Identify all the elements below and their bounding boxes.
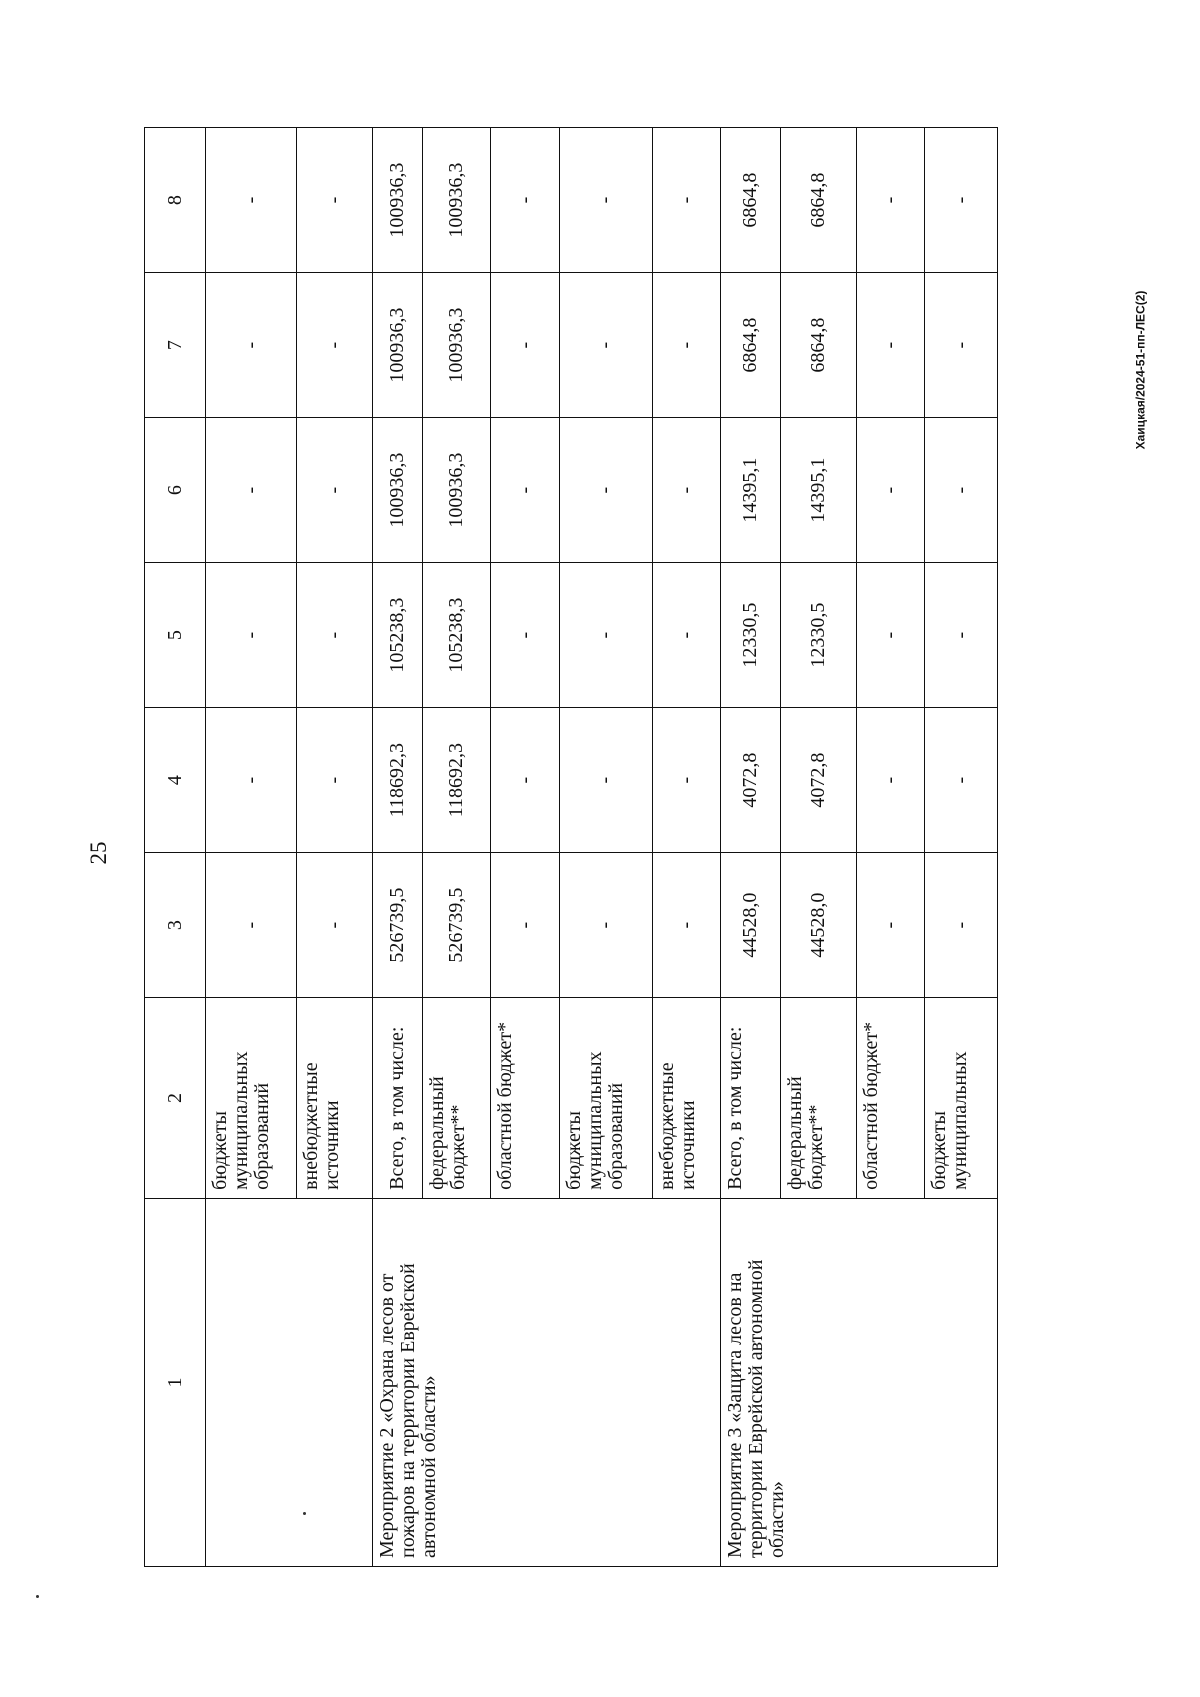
value-cell: - [925,418,998,563]
value-cell: - [856,418,924,563]
value-cell: 14395,1 [720,418,780,563]
value-cell: - [491,273,559,418]
value-cell: 6864,8 [781,273,857,418]
column-header: 4 [145,708,206,853]
value-cell: 14395,1 [781,418,857,563]
column-header: 6 [145,418,206,563]
value-cell: 118692,3 [372,708,422,853]
value-cell: - [652,128,720,273]
value-cell: - [652,418,720,563]
event-cell: Мероприятие 3 «Защита лесов на территории Еврейской автономной области» [720,1198,997,1566]
value-cell: - [297,853,373,998]
table-row [206,128,297,1567]
column-header: 2 [145,998,206,1199]
value-cell: - [206,563,297,708]
value-cell: - [206,708,297,853]
value-cell: - [559,708,652,853]
value-cell: - [491,563,559,708]
source-cell: Всего, в том числе: [372,998,422,1199]
value-cell: 44528,0 [720,853,780,998]
value-cell: - [297,273,373,418]
value-cell: - [652,853,720,998]
value-cell: - [856,708,924,853]
value-cell: 44528,0 [781,853,857,998]
value-cell: - [652,273,720,418]
event-cell [206,1198,372,1566]
value-cell: - [206,273,297,418]
value-cell: - [925,563,998,708]
value-cell: - [856,853,924,998]
source-cell: областной бюджет* [491,998,559,1199]
value-cell: 12330,5 [781,563,857,708]
value-cell: 100936,3 [372,418,422,563]
table-row [720,128,780,1567]
document-code [1128,240,1152,500]
value-cell: - [925,128,998,273]
value-cell: 6864,8 [781,128,857,273]
value-cell: - [297,418,373,563]
value-cell: - [559,853,652,998]
value-cell: - [856,273,924,418]
value-cell: 100936,3 [422,128,490,273]
source-cell: бюджеты муниципальных образований [559,998,652,1199]
value-cell: 100936,3 [422,418,490,563]
value-cell: - [559,563,652,708]
value-cell: 100936,3 [372,128,422,273]
funding-table [144,127,998,1567]
value-cell: - [559,128,652,273]
scan-speck [36,1595,39,1598]
source-cell: внебюджетные источники [297,998,373,1199]
source-cell: областной бюджет* [856,998,924,1199]
value-cell: 12330,5 [720,563,780,708]
value-cell: - [652,563,720,708]
value-cell: - [206,853,297,998]
value-cell: - [297,128,373,273]
page-number: 25 [86,841,111,865]
column-header: 3 [145,853,206,998]
value-cell: - [206,418,297,563]
column-header: 1 [145,1198,206,1566]
value-cell: 100936,3 [372,273,422,418]
source-cell: федеральный бюджет** [781,998,857,1199]
value-cell: 6864,8 [720,128,780,273]
value-cell: 100936,3 [422,273,490,418]
value-cell: - [925,853,998,998]
value-cell: 105238,3 [372,563,422,708]
value-cell: - [491,853,559,998]
value-cell: - [559,273,652,418]
document-code-text: Хаицкая/2024-51-пп-ЛЕС(2) [1133,290,1148,450]
value-cell: 526739,5 [372,853,422,998]
column-header: 7 [145,273,206,418]
value-cell: 105238,3 [422,563,490,708]
column-header: 5 [145,563,206,708]
value-cell: - [856,563,924,708]
value-cell: - [297,708,373,853]
value-cell: - [491,418,559,563]
value-cell: 526739,5 [422,853,490,998]
value-cell: - [206,128,297,273]
source-cell: бюджеты муниципальных [925,998,998,1199]
value-cell: - [559,418,652,563]
value-cell: 6864,8 [720,273,780,418]
event-cell: Мероприятие 2 «Охрана лесов от пожаров на территории Еврейской автономной области» [372,1198,720,1566]
value-cell: - [491,708,559,853]
source-cell: Всего, в том числе: [720,998,780,1199]
table-row [372,128,422,1567]
value-cell: - [297,563,373,708]
funding-table-wrapper [144,127,998,1567]
value-cell: - [652,708,720,853]
column-header: 8 [145,128,206,273]
source-cell: федеральный бюджет** [422,998,490,1199]
value-cell: - [925,273,998,418]
source-cell: бюджеты муниципальных образований [206,998,297,1199]
value-cell: - [491,128,559,273]
value-cell: 4072,8 [720,708,780,853]
header-row [145,128,206,1567]
value-cell: 118692,3 [422,708,490,853]
value-cell: - [925,708,998,853]
value-cell: - [856,128,924,273]
source-cell: внебюджетные источники [652,998,720,1199]
value-cell: 4072,8 [781,708,857,853]
